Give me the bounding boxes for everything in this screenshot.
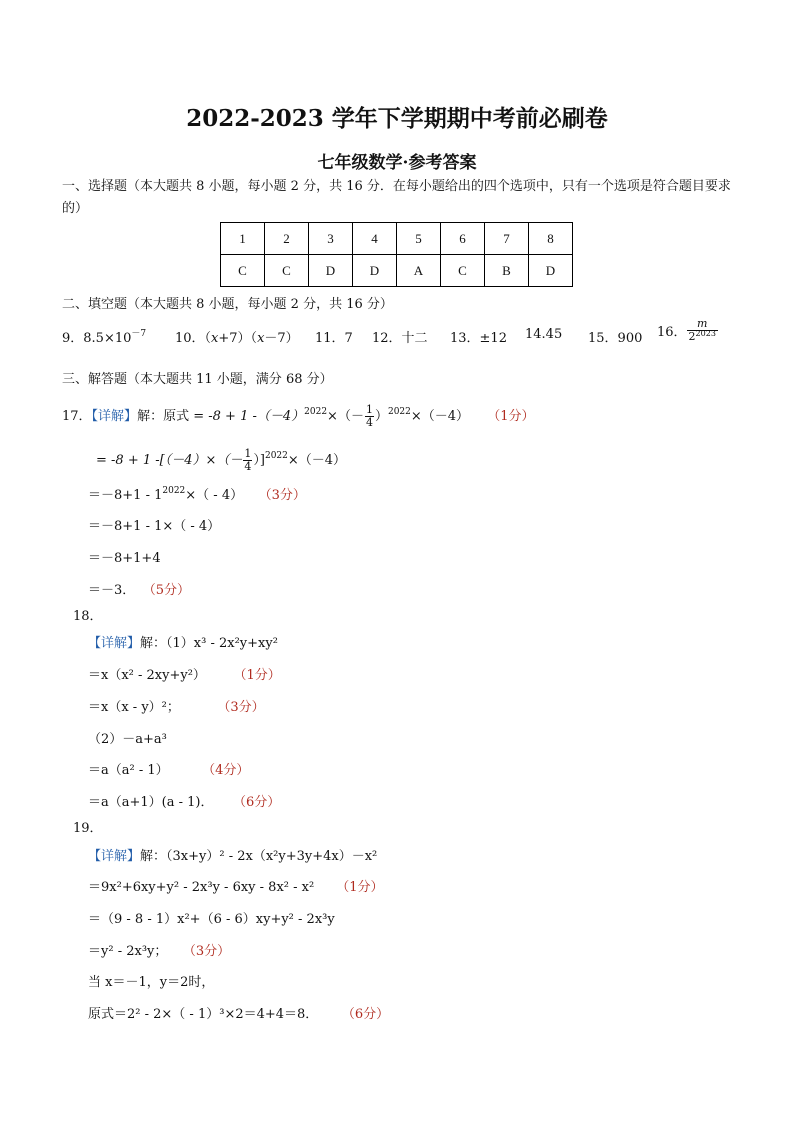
answer-table (220, 222, 573, 287)
q17-expression: ×（－ (327, 409, 364, 424)
document-title: 2022-2023 学年下学期期中考前必刷卷 (186, 105, 608, 132)
fill-answer-11: 11．7 (315, 331, 353, 346)
q17-exponent: 2022 (304, 407, 328, 417)
q17-expression: = -8 + 1 -（－4） (193, 409, 305, 424)
fill-answer-12: 12．十二 (372, 331, 428, 346)
score-note: （3分） (223, 700, 265, 715)
fill-answer-13: 13．±12 (450, 331, 507, 346)
answer-10-mid: +7）（ (218, 331, 258, 346)
q17-exponent: 2022 (387, 407, 411, 417)
q19-line-1 (88, 845, 377, 864)
q17-line-3 (88, 484, 306, 503)
section3-heading: 三、解答题（本大题共 11 小题，满分 68 分） (62, 372, 333, 387)
answer-16-fraction (687, 318, 718, 343)
q17-detail-tag: 【详解】 (91, 409, 138, 424)
score-note: （4分） (208, 763, 250, 778)
question-number-cell: 2 (265, 223, 309, 255)
score-note: （1分） (336, 880, 384, 895)
q19-label: 19． (73, 821, 103, 836)
score-note: （5分） (149, 583, 191, 598)
section1-heading: 一、选择题（本大题共 8 小题，每小题 2 分，共 16 分．在每小题给出的四个选项中，只有一个选项是符合题目要求的） (62, 179, 731, 216)
score-note: （3分） (265, 488, 306, 503)
q19-step: 原式＝2² - 2×（ - 1）³×2＝4+4＝8． (88, 1007, 319, 1022)
q17-line-2 (96, 448, 346, 473)
answer-cell: D (353, 255, 397, 287)
score-note: （6分） (239, 795, 281, 810)
fill-answer-9 (62, 327, 146, 346)
score-note: （1分） (239, 668, 281, 683)
q18-step: 解：（1）x³ - 2x²y+xy² (140, 636, 278, 651)
score-note: （1分） (487, 409, 535, 424)
q18-detail-tag: 【详解】 (88, 636, 141, 651)
q17-expression: = -8 + 1 -[（－4）×（－ (96, 453, 243, 468)
fill-answer-16 (657, 318, 718, 343)
q19-line-4 (88, 940, 230, 959)
q18-line-2 (88, 664, 281, 683)
q18-step: ＝a（a+1）(a - 1)． (88, 795, 214, 810)
answer-9-exponent: －7 (131, 329, 147, 339)
q17-label: 17． (62, 409, 92, 424)
answer-cell: C (265, 255, 309, 287)
answer-10-var: x (257, 331, 265, 346)
section2-heading: 二、填空题（本大题共 8 小题，每小题 2 分，共 16 分） (62, 297, 393, 312)
question-number-cell: 3 (309, 223, 353, 255)
answer-cell: D (309, 255, 353, 287)
q18-line-5 (88, 759, 249, 778)
answer-cell: C (221, 255, 265, 287)
q17-line-5: ＝－8+1+4 (88, 551, 161, 566)
q17-line-4: ＝－8+1 - 1×（ - 4） (88, 519, 221, 534)
q18-label: 18． (73, 609, 103, 624)
answer-cell: B (485, 255, 529, 287)
q19-line-5: 当 x＝－1，y＝2时， (88, 975, 215, 990)
q19-line-2 (88, 876, 383, 895)
answer-cell: C (441, 255, 485, 287)
fraction-denominator: 4 (365, 416, 373, 429)
q18-line-6 (88, 791, 280, 810)
q18-line-3 (88, 696, 265, 715)
q17-expression: ） (374, 409, 388, 424)
q17-expression: ）] (253, 453, 265, 468)
fraction-denominator: 4 (244, 460, 252, 473)
q17-result: ＝－3． (88, 583, 136, 598)
answer-10-post: －7） (264, 331, 299, 346)
fill-answer-14: 14.45 (525, 327, 563, 342)
q17-line-1 (62, 404, 534, 429)
question-number-cell: 4 (353, 223, 397, 255)
q18-step: ＝x（x² - 2xy+y²） (88, 668, 206, 683)
q17-expression: ×（－4） (287, 453, 347, 468)
score-note: （6分） (348, 1007, 390, 1022)
question-number-cell: 7 (485, 223, 529, 255)
q19-step: ＝9x²+6xy+y² - 2x³y - 6xy - 8x² - x² (88, 880, 315, 895)
question-number-cell: 1 (221, 223, 265, 255)
question-number-cell: 5 (397, 223, 441, 255)
q17-expression: ×（－4） (410, 409, 470, 424)
answer-cell: D (529, 255, 573, 287)
q19-line-3: ＝（9 - 8 - 1）x²+（6 - 6）xy+y² - 2x³y (88, 912, 335, 927)
answer-10-var: x (211, 331, 219, 346)
fill-answer-15: 15．900 (588, 331, 643, 346)
one-quarter-fraction (365, 404, 374, 429)
answer-cell: A (397, 255, 441, 287)
answer-16-denominator (687, 331, 718, 343)
q19-detail-tag: 【详解】 (88, 849, 141, 864)
q18-line-4: （2）－a+a³ (88, 732, 167, 747)
answer-16-numerator: m (687, 318, 718, 331)
answer-10-pre: 10．（ (175, 331, 212, 346)
answer-table-answer-row (221, 255, 573, 287)
q17-step: ＝－8+1 - 1 (88, 488, 163, 503)
q18-step: ＝a（a² - 1） (88, 763, 169, 778)
q19-step: 解：（3x+y）² - 2x（x²y+3y+4x）－x² (140, 849, 378, 864)
q18-step: ＝x（x - y）²； (88, 700, 180, 715)
q18-line-1 (88, 632, 278, 651)
score-note: （3分） (189, 944, 231, 959)
q17-step: ×（ - 4） (185, 488, 244, 503)
q17-intro: 解：原式 (137, 409, 190, 424)
fraction-numerator: 1 (365, 403, 373, 416)
answer-16-base: 2 (688, 330, 696, 343)
q19-step: ＝y² - 2x³y； (88, 944, 168, 959)
q19-line-6 (88, 1003, 389, 1022)
fill-answer-10 (175, 327, 299, 346)
question-number-cell: 6 (441, 223, 485, 255)
answer-table-number-row (221, 223, 573, 255)
answer-9-text: 9．8.5×10 (62, 331, 132, 346)
document-subtitle: 七年级数学·参考答案 (317, 153, 477, 173)
answer-16-label: 16． (657, 325, 687, 340)
q17-line-6 (88, 579, 190, 598)
one-quarter-fraction (243, 448, 252, 473)
answer-16-exponent: 2023 (695, 329, 716, 338)
q17-exponent: 2022 (162, 486, 186, 496)
fraction-numerator: 1 (244, 447, 252, 460)
q17-exponent: 2022 (264, 451, 288, 461)
question-number-cell: 8 (529, 223, 573, 255)
